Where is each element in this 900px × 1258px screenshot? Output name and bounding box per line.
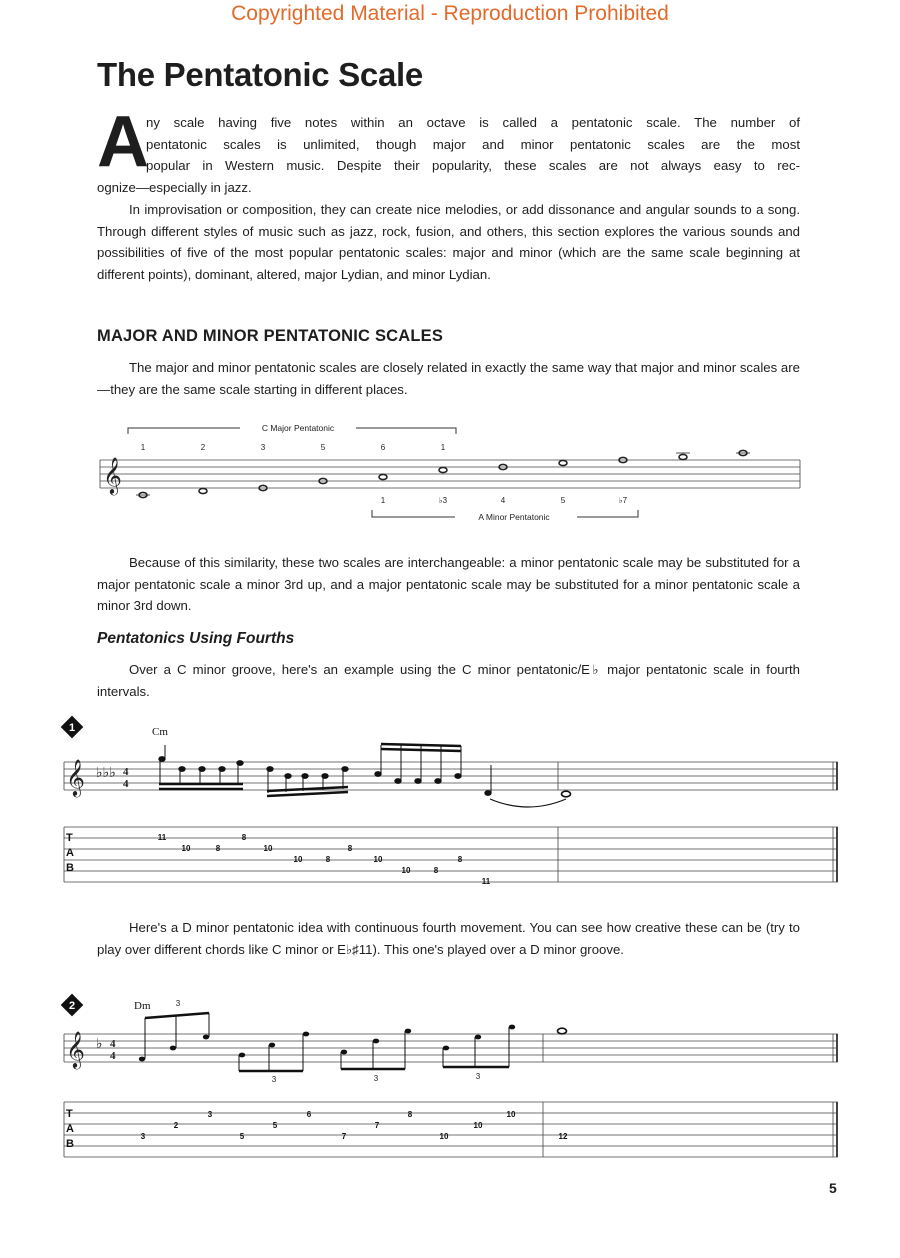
paragraph-improvisation: In improvisation or composition, they can create nice melodies, or add dissonance and angular sounds to a song. Through different styles of music such as jazz, rock, fusion, and others, this section explores the various sounds and possibilities of five of the most popular pentatonic scales: major and minor (which are the same scale beginning at different points), dominant, altered, major Lydian, and minor Lydian.	[97, 202, 800, 282]
ex2-key-signature: ♭	[96, 1036, 103, 1052]
ex1-tab-num: 11	[157, 833, 167, 842]
paragraph-interchangeable: Because of this similarity, these two scales are interchangeable: a minor pentatonic scale may be substituted for a major pentatonic scale a minor 3rd up, and a major pentatonic scale may be substituted for a minor pentatonic scale a minor 3rd down.	[97, 555, 800, 613]
paragraph-example2-intro: Here's a D minor pentatonic idea with continuous fourth movement. You can see how creative these can be (try to play over different chords like C minor or E♭♯11). This one's played over a D minor groove.	[97, 920, 800, 957]
ex2-tab-num: 10	[473, 1121, 483, 1130]
copyright-banner: Copyrighted Material - Reproduction Prohibited	[231, 2, 669, 25]
ex1-tab-num: 10	[401, 866, 411, 875]
minor-degree: 1	[380, 496, 386, 505]
example-1-number: 1	[68, 722, 76, 734]
triplet-mark: 3	[175, 999, 181, 1008]
example-1-marker	[61, 716, 84, 739]
ex2-tab-num: 7	[374, 1121, 380, 1130]
ex1-tab-num: 10	[293, 855, 303, 864]
ex1-treble-clef: 𝄞	[66, 758, 85, 796]
triplet-mark: 3	[373, 1074, 379, 1083]
ex2-time-sig-top: 4	[110, 1038, 116, 1050]
staff-lines	[100, 460, 800, 488]
major-degree: 1	[140, 443, 146, 452]
paragraph-example1-intro: Over a C minor groove, here's an example using the C minor pentatonic/E♭ major pentatonic scale in fourth intervals.	[97, 662, 800, 699]
page-number: 5	[829, 1180, 837, 1196]
ex2-tab-num: 6	[306, 1110, 312, 1119]
ex2-tab-num: 5	[239, 1132, 245, 1141]
subheading-fourths: Pentatonics Using Fourths	[97, 630, 295, 647]
major-degree: 2	[200, 443, 206, 452]
ex1-key-signature: ♭♭♭	[96, 765, 116, 781]
ex2-tab-num: 10	[506, 1110, 516, 1119]
ex2-tab-num: 8	[407, 1110, 413, 1119]
ex1-tab-num: 10	[373, 855, 383, 864]
ex1-tie	[490, 799, 566, 807]
minor-degree: 4	[500, 496, 506, 505]
drop-cap: A	[97, 102, 149, 182]
ex2-tab-t: T	[66, 1108, 73, 1120]
example-2-number: 2	[68, 1000, 76, 1012]
ex1-tab-t: T	[66, 832, 73, 844]
ex1-tab-num: 10	[263, 844, 273, 853]
example-2	[0, 993, 900, 1163]
ex1-tab-num: 10	[181, 844, 191, 853]
minor-degree: ♭7	[618, 496, 628, 505]
intro-line-4: ognize—especially in jazz.	[97, 179, 252, 195]
ex1-tab-num: 8	[241, 833, 247, 842]
ex2-treble-clef: 𝄞	[66, 1030, 85, 1068]
treble-clef: 𝄞	[103, 456, 122, 494]
ex1-time-sig-top: 4	[123, 766, 129, 778]
example-1	[0, 715, 900, 895]
intro-line-3: popular in Western music. Despite their popularity, these scales are not always easy to rec-	[146, 158, 800, 173]
triplet-mark: 3	[475, 1072, 481, 1081]
intro-line-2: pentatonic scales is unlimited, though major and minor pentatonic scales are the most	[146, 136, 800, 152]
ex2-tab-num: 3	[207, 1110, 213, 1119]
intro-paragraph	[97, 112, 800, 198]
ex2-staff	[64, 1034, 838, 1062]
ex1-tab-lines	[64, 827, 838, 882]
major-degree: 3	[260, 443, 266, 452]
major-degree: 1	[440, 443, 446, 452]
ex2-tab-lines	[64, 1102, 838, 1157]
ex2-notes	[139, 1025, 567, 1062]
example-2-marker	[61, 994, 84, 1017]
paragraph-relation: The major and minor pentatonic scales are closely related in exactly the same way that major and minor scales are—they are the same scale starting in different places.	[97, 360, 800, 397]
ex1-tab-num: 8	[215, 844, 221, 853]
example-2-chord: Dm	[134, 1000, 151, 1012]
ex1-tab-num: 8	[325, 855, 331, 864]
ex1-tab-num: 8	[457, 855, 463, 864]
ex2-tab-num: 7	[341, 1132, 347, 1141]
triplet-mark: 3	[271, 1075, 277, 1084]
ex1-time-sig-bottom: 4	[123, 778, 129, 790]
ex2-tab-num: 12	[558, 1132, 568, 1141]
minor-label: A Minor Pentatonic	[478, 512, 550, 522]
major-degree: 6	[380, 443, 386, 452]
ex1-tab-num: 11	[481, 877, 491, 886]
ex2-tab-num: 10	[439, 1132, 449, 1141]
major-label: C Major Pentatonic	[261, 423, 335, 433]
ex1-tab-a: A	[66, 847, 74, 859]
ex2-tab-num: 3	[140, 1132, 146, 1141]
page-title: The Pentatonic Scale	[97, 56, 423, 93]
section-heading: MAJOR AND MINOR PENTATONIC SCALES	[97, 327, 444, 345]
ex2-time-sig-bottom: 4	[110, 1050, 116, 1062]
major-degree: 5	[320, 443, 326, 452]
scale-notation	[0, 420, 900, 540]
ex2-tab-num: 5	[272, 1121, 278, 1130]
ex2-tab-a: A	[66, 1123, 74, 1135]
ex1-tab-num: 8	[347, 844, 353, 853]
intro-line-1: ny scale having five notes within an octave is called a pentatonic scale. The number of	[146, 115, 800, 130]
minor-degree: ♭3	[438, 496, 448, 505]
ex2-tab-b: B	[66, 1138, 74, 1150]
ex1-tab-b: B	[66, 862, 74, 874]
example-1-chord: Cm	[152, 726, 168, 738]
ex1-tab-num: 8	[433, 866, 439, 875]
ex2-tab-num: 2	[173, 1121, 179, 1130]
minor-degree: 5	[560, 496, 566, 505]
